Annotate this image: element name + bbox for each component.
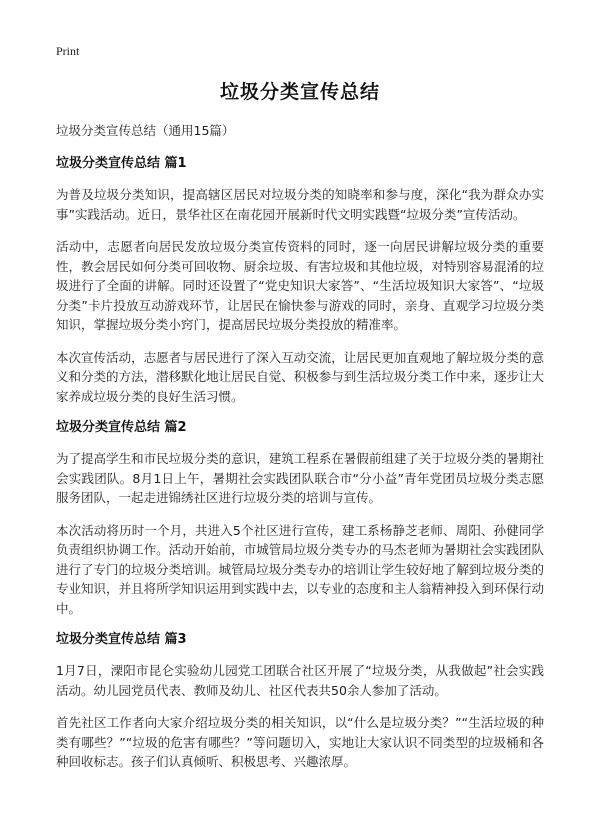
document-subtitle: 垃圾分类宣传总结（通用15篇） bbox=[56, 123, 235, 138]
section-3 bbox=[56, 631, 544, 772]
print-link[interactable]: Print bbox=[56, 44, 80, 58]
document-title: 垃圾分类宣传总结 bbox=[219, 81, 380, 103]
section-heading: 垃圾分类宣传总结 篇1 bbox=[56, 156, 187, 171]
section-1 bbox=[56, 155, 544, 406]
paragraph: 本次活动将历时一个月，共进入5个社区进行宣传，建工系杨静芝老师、周阳、孙健同学负责组织协调工作。活动开始前，市城管局垃圾分类专办的马杰老师为暑期社会实践团队进行了专门的垃圾分类培训。城管局垃圾分类专办的培训让学生较好地了解到垃圾分类的专业知识，并且将所学知识运用到实践中去，以专业的态度和主人翁精神投入到环保行动中。 bbox=[56, 522, 544, 616]
paragraph: 为普及垃圾分类知识，提高辖区居民对垃圾分类的知晓率和参与度，深化“我为群众办实事”实践活动。近日，景华社区在南花园开展新时代文明实践暨“垃圾分类”宣传活动。 bbox=[56, 187, 544, 222]
paragraph: 为了提高学生和市民垃圾分类的意识，建筑工程系在暑假前组建了关于垃圾分类的暑期社会实践团队。8月1日上午，暑期社会实践团队联合市“分小益”青年党团员垃圾分类志愿服务团队，一起走进锦绣社区进行垃圾分类的培训与宣传。 bbox=[56, 451, 544, 505]
paragraph: 首先社区工作者向大家介绍垃圾分类的相关知识，以“什么是垃圾分类？”“生活垃圾的种类有哪些？”“垃圾的危害有哪些？”等问题切入，实地让大家认识不同类型的垃圾桶和各种回收标志。孩子们认真倾听、积极思考、兴趣浓厚。 bbox=[56, 715, 544, 769]
paragraph: 本次宣传活动，志愿者与居民进行了深入互动交流，让居民更加直观地了解垃圾分类的意义和分类的方法，潜移默化地让居民自觉、积极参与到生活垃圾分类工作中来，逐步让大家养成垃圾分类的良好生活习惯。 bbox=[56, 349, 544, 404]
section-2 bbox=[56, 419, 544, 618]
paragraph: 1月7日，溧阳市昆仑实验幼儿园党工团联合社区开展了“垃圾分类，从我做起”社会实践活动。幼儿园党员代表、教师及幼儿、社区代表共50余人参加了活动。 bbox=[56, 663, 544, 698]
section-heading: 垃圾分类宣传总结 篇2 bbox=[56, 420, 187, 435]
paragraph: 活动中，志愿者向居民发放垃圾分类宣传资料的同时，逐一向居民讲解垃圾分类的重要性，教会居民如何分类可回收物、厨余垃圾、有害垃圾和其他垃圾，对特别容易混淆的垃圾进行了全面的讲解。同时还设置了“党史知识大家答”、“生活垃圾知识大家答”、“垃圾分类”卡片投放互动游戏环节，让居民在愉快参与游戏的同时，亲身、直观学习垃圾分类知识，掌握垃圾分类小窍门，提高居民垃圾分类投放的精准率。 bbox=[56, 239, 544, 332]
section-heading: 垃圾分类宣传总结 篇3 bbox=[56, 632, 187, 647]
